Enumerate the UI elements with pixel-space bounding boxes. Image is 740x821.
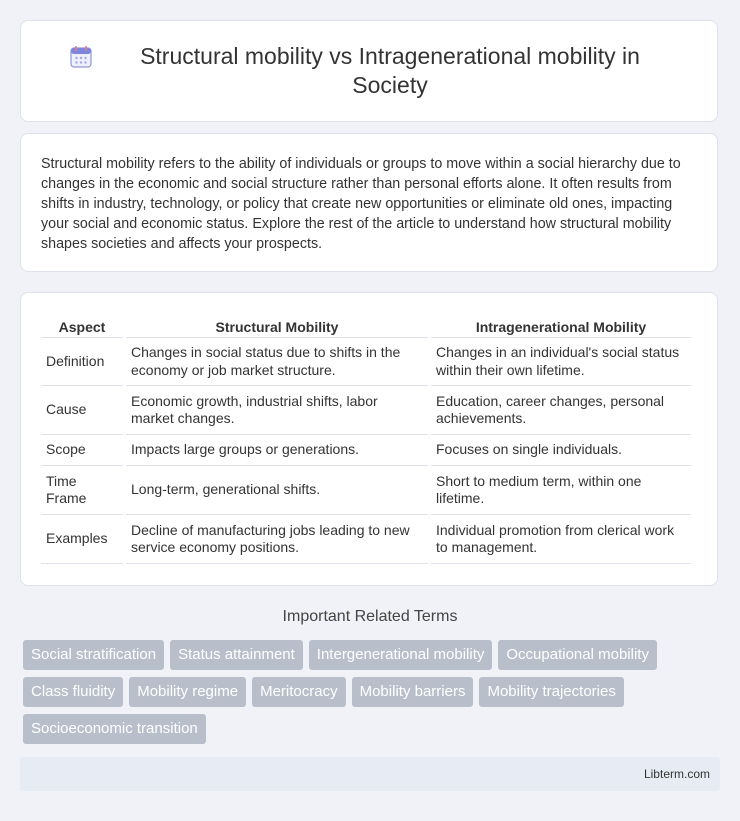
row-structural: Economic growth, industrial shifts, labor market changes. bbox=[126, 386, 428, 435]
footer bbox=[20, 757, 720, 791]
header-intragenerational: Intragenerational Mobility bbox=[431, 313, 691, 338]
row-intragenerational: Short to medium term, within one lifetime. bbox=[431, 466, 691, 515]
calendar-icon bbox=[68, 44, 94, 70]
row-structural: Decline of manufacturing jobs leading to new service economy positions. bbox=[126, 515, 428, 564]
row-structural: Impacts large groups or generations. bbox=[126, 435, 428, 466]
table-row bbox=[41, 386, 691, 435]
table-row bbox=[41, 515, 691, 564]
table-header-row bbox=[41, 313, 691, 338]
header-structural: Structural Mobility bbox=[126, 313, 428, 338]
header-aspect: Aspect bbox=[41, 313, 123, 338]
row-aspect: Cause bbox=[41, 386, 123, 435]
term-tag[interactable]: Occupational mobility bbox=[498, 640, 657, 670]
table-row bbox=[41, 466, 691, 515]
row-aspect: Definition bbox=[41, 338, 123, 386]
row-intragenerational: Focuses on single individuals. bbox=[431, 435, 691, 466]
term-tag[interactable]: Status attainment bbox=[170, 640, 303, 670]
table-row bbox=[41, 435, 691, 466]
row-structural: Long-term, generational shifts. bbox=[126, 466, 428, 515]
term-tag[interactable]: Mobility regime bbox=[129, 677, 246, 707]
term-tag[interactable]: Class fluidity bbox=[23, 677, 123, 707]
related-terms-heading: Important Related Terms bbox=[282, 608, 458, 625]
row-intragenerational: Education, career changes, personal achievements. bbox=[431, 386, 691, 435]
related-terms-list bbox=[23, 640, 723, 751]
term-tag[interactable]: Mobility trajectories bbox=[479, 677, 623, 707]
footer-site-link[interactable]: Libterm.com bbox=[643, 767, 710, 781]
row-intragenerational: Individual promotion from clerical work to management. bbox=[431, 515, 691, 564]
row-aspect: Examples bbox=[41, 515, 123, 564]
term-tag[interactable]: Intergenerational mobility bbox=[309, 640, 493, 670]
comparison-table bbox=[38, 313, 694, 564]
row-intragenerational: Changes in an individual's social status within their own lifetime. bbox=[431, 338, 691, 386]
term-tag[interactable]: Social stratification bbox=[23, 640, 164, 670]
intro-card bbox=[20, 133, 718, 272]
row-aspect: Scope bbox=[41, 435, 123, 466]
title-card bbox=[20, 20, 718, 122]
term-tag[interactable]: Socioeconomic transition bbox=[23, 714, 206, 744]
intro-paragraph: Structural mobility refers to the ability of individuals or groups to move within a social hierarchy due to changes in the economic and social structure rather than personal efforts alone. It often results from shifts in industry, technology, or policy that create new opportunities or eliminate old ones, impacting your social and economic status. Explore the rest of the article to understand how structural mobility shapes societies and affects your prospects. bbox=[41, 156, 681, 252]
term-tag[interactable]: Meritocracy bbox=[252, 677, 346, 707]
term-tag[interactable]: Mobility barriers bbox=[352, 677, 474, 707]
title-wrap bbox=[49, 42, 689, 100]
comparison-table-card bbox=[20, 292, 718, 586]
row-structural: Changes in social status due to shifts in the economy or job market structure. bbox=[126, 338, 428, 386]
row-aspect: Time Frame bbox=[41, 466, 123, 515]
table-row bbox=[41, 338, 691, 386]
page-title: Structural mobility vs Intragenerational mobility in Society bbox=[140, 43, 640, 98]
